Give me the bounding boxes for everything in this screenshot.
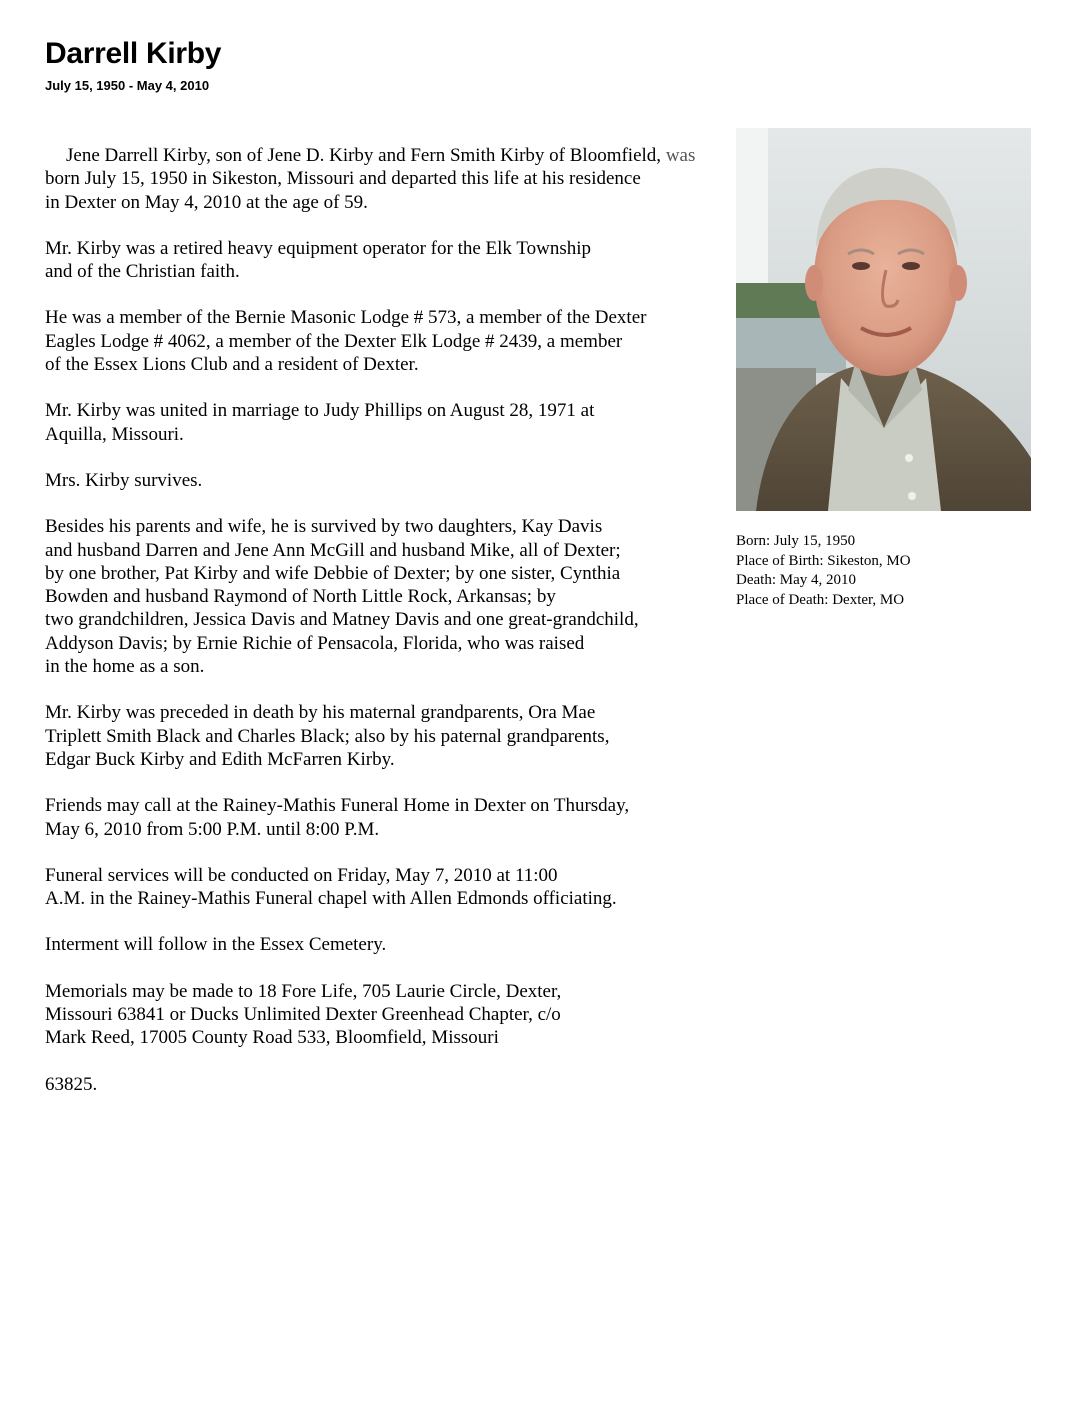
text-line: Bowden and husband Raymond of North Little Rock, Arkansas; by: [45, 586, 556, 608]
text-line: Missouri 63841 or Ducks Unlimited Dexter Greenhead Chapter, c/o: [45, 1004, 561, 1026]
paragraph-memorials: [45, 980, 785, 1050]
paragraph-interment: [45, 933, 785, 956]
text-line: Jene Darrell Kirby, son of Jene D. Kirby and Fern Smith Kirby of Bloomfield, was: [66, 145, 696, 166]
place-of-birth-fact: Place of Birth: Sikeston, MO: [736, 552, 911, 569]
paragraph-survivors: [45, 515, 785, 678]
text-line: Mr. Kirby was united in marriage to Judy Phillips on August 28, 1971 at: [45, 400, 595, 422]
text-line: 63825.: [45, 1073, 98, 1095]
header: [45, 36, 221, 94]
text-line: Addyson Davis; by Ernie Richie of Pensacola, Florida, who was raised: [45, 632, 585, 654]
text-line: born July 15, 1950 in Sikeston, Missouri and departed this life at his residence: [45, 168, 641, 190]
text-line: Triplett Smith Black and Charles Black; also by his paternal grandparents,: [45, 725, 610, 747]
portrait-photo: [736, 128, 1031, 511]
place-of-death-fact: Place of Death: Dexter, MO: [736, 591, 905, 608]
text-line: and husband Darren and Jene Ann McGill and husband Mike, all of Dexter;: [45, 539, 621, 561]
paragraph-preceded: [45, 701, 785, 771]
text-line: Friends may call at the Rainey-Mathis Funeral Home in Dexter on Thursday,: [45, 795, 630, 817]
text-line: Interment will follow in the Essex Cemetery.: [45, 934, 387, 956]
paragraph-birth: [45, 144, 785, 214]
born-fact: Born: July 15, 1950: [736, 533, 856, 549]
text-line: Mark Reed, 17005 County Road 533, Bloomfield, Missouri: [45, 1027, 499, 1049]
paragraph-spouse: [45, 469, 785, 492]
text-line: Eagles Lodge # 4062, a member of the Dexter Elk Lodge # 2439, a member: [45, 330, 623, 352]
page-title: Darrell Kirby: [45, 37, 222, 70]
trailing-word: was: [665, 145, 696, 166]
text-line: He was a member of the Bernie Masonic Lodge # 573, a member of the Dexter: [45, 307, 647, 329]
text-line: Memorials may be made to 18 Fore Life, 705 Laurie Circle, Dexter,: [45, 980, 562, 1002]
obituary-text: [45, 144, 785, 1119]
paragraph-services: [45, 864, 785, 911]
text-line: Mrs. Kirby survives.: [45, 469, 203, 491]
death-fact: Death: May 4, 2010: [736, 572, 856, 588]
text-line: of the Essex Lions Club and a resident of Dexter.: [45, 354, 419, 376]
text-line: in the home as a son.: [45, 656, 205, 678]
text-line: two grandchildren, Jessica Davis and Matney Davis and one great-grandchild,: [45, 609, 639, 631]
text-line: Edgar Buck Kirby and Edith McFarren Kirby.: [45, 748, 395, 770]
vital-facts: [736, 532, 911, 610]
text-line: in Dexter on May 4, 2010 at the age of 59.: [45, 191, 368, 213]
text-line: Funeral services will be conducted on Friday, May 7, 2010 at 11:00: [45, 864, 558, 886]
text-line: May 6, 2010 from 5:00 P.M. until 8:00 P.M.: [45, 818, 380, 840]
text-line: Aquilla, Missouri.: [45, 423, 184, 445]
text-line: Mr. Kirby was preceded in death by his maternal grandparents, Ora Mae: [45, 702, 596, 724]
text-line: by one brother, Pat Kirby and wife Debbie of Dexter; by one sister, Cynthia: [45, 562, 621, 584]
paragraph-career: [45, 237, 785, 284]
text-line: and of the Christian faith.: [45, 261, 240, 283]
text-line: Mr. Kirby was a retired heavy equipment operator for the Elk Township: [45, 237, 592, 259]
paragraph-visitation: [45, 794, 785, 841]
text-line: Besides his parents and wife, he is survived by two daughters, Kay Davis: [45, 516, 603, 538]
life-dates: July 15, 1950 - May 4, 2010: [45, 78, 210, 93]
paragraph-memberships: [45, 306, 785, 376]
paragraph-marriage: [45, 399, 785, 446]
text-line: A.M. in the Rainey-Mathis Funeral chapel with Allen Edmonds officiating.: [45, 888, 617, 910]
paragraph-zip: [45, 1073, 785, 1096]
